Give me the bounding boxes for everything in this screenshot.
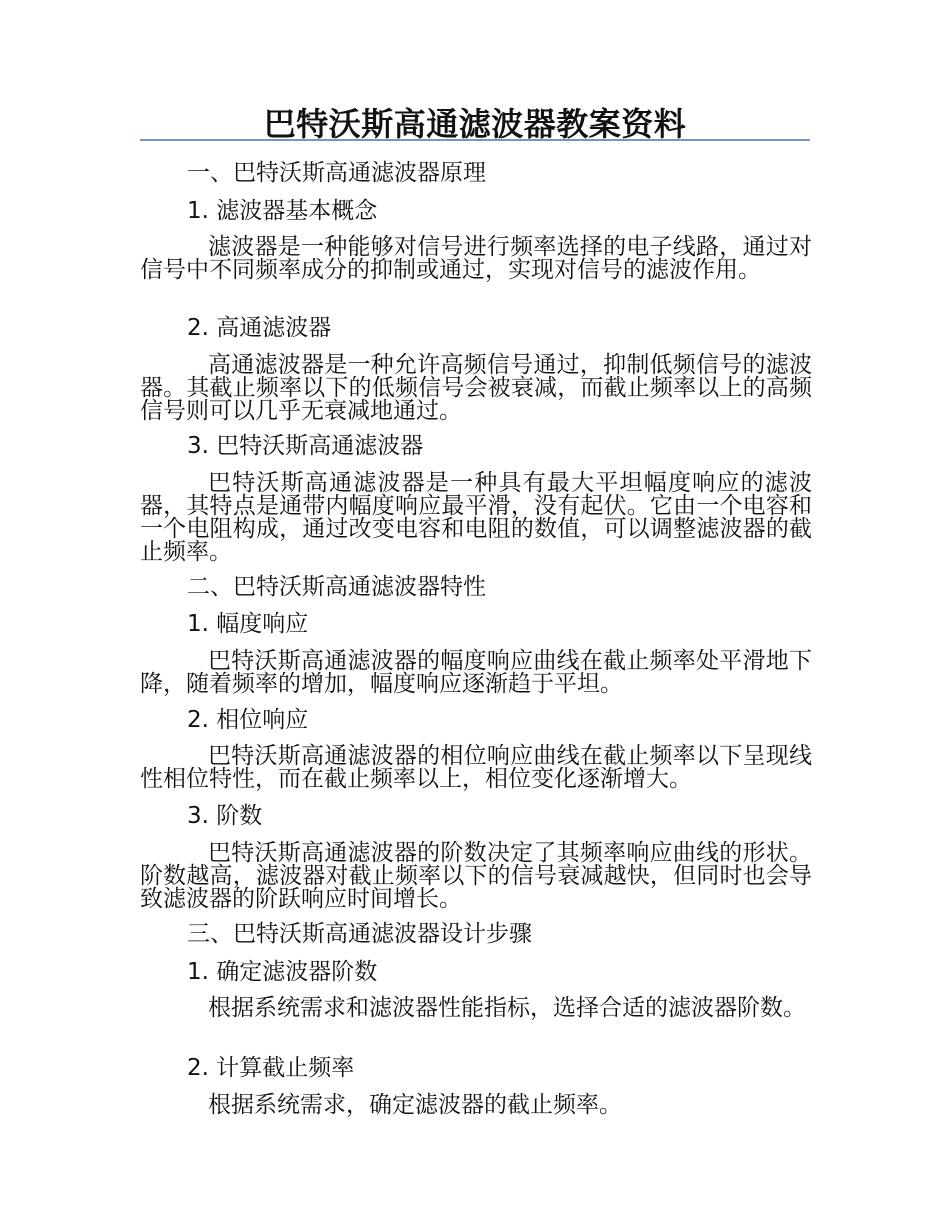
paragraph-magnitude-response: 巴特沃斯高通滤波器的幅度响应曲线在截止频率处平滑地下降，随着频率的增加，幅度响应逐渐趋于平坦。 xyxy=(140,648,812,697)
paragraph-phase-response: 巴特沃斯高通滤波器的相位响应曲线在截止频率以下呈现线性相位特性，而在截止频率以上，相位变化逐渐增大。 xyxy=(140,743,812,792)
paragraph-cutoff-frequency: 根据系统需求，确定滤波器的截止频率。 xyxy=(208,1092,622,1118)
subheading-butterworth: 3. 巴特沃斯高通滤波器 xyxy=(187,433,424,459)
section-heading-design-steps: 三、巴特沃斯高通滤波器设计步骤 xyxy=(187,921,532,947)
section-heading-principle: 一、巴特沃斯高通滤波器原理 xyxy=(187,160,486,186)
title-underline xyxy=(140,139,810,141)
subheading-cutoff-frequency: 2. 计算截止频率 xyxy=(187,1055,355,1081)
subheading-determine-order: 1. 确定滤波器阶数 xyxy=(187,959,378,985)
subheading-phase-response: 2. 相位响应 xyxy=(187,707,309,733)
document-title: 巴特沃斯高通滤波器教案资料 xyxy=(263,105,687,143)
paragraph-highpass: 高通滤波器是一种允许高频信号通过，抑制低频信号的滤波器。其截止频率以下的低频信号会被衰减，而截止频率以上的高频信号则可以几乎无衰减地通过。 xyxy=(140,352,812,424)
paragraph-order: 巴特沃斯高通滤波器的阶数决定了其频率响应曲线的形状。阶数越高，滤波器对截止频率以下的信号衰减越快，但同时也会导致滤波器的阶跃响应时间增长。 xyxy=(140,840,812,912)
paragraph-determine-order: 根据系统需求和滤波器性能指标，选择合适的滤波器阶数。 xyxy=(208,995,806,1021)
subheading-filter-basics: 1. 滤波器基本概念 xyxy=(187,198,378,224)
paragraph-butterworth: 巴特沃斯高通滤波器是一种具有最大平坦幅度响应的滤波器，其特点是通带内幅度响应最平滑，没有起伏。它由一个电容和一个电阻构成，通过改变电容和电阻的数值，可以调整滤波器的截止频率。 xyxy=(140,470,812,565)
subheading-highpass: 2. 高通滤波器 xyxy=(187,315,332,341)
subheading-magnitude-response: 1. 幅度响应 xyxy=(187,611,309,637)
paragraph-filter-basics: 滤波器是一种能够对信号进行频率选择的电子线路，通过对信号中不同频率成分的抑制或通过，实现对信号的滤波作用。 xyxy=(140,234,812,283)
subheading-order: 3. 阶数 xyxy=(187,803,263,829)
section-heading-characteristics: 二、巴特沃斯高通滤波器特性 xyxy=(187,574,486,600)
